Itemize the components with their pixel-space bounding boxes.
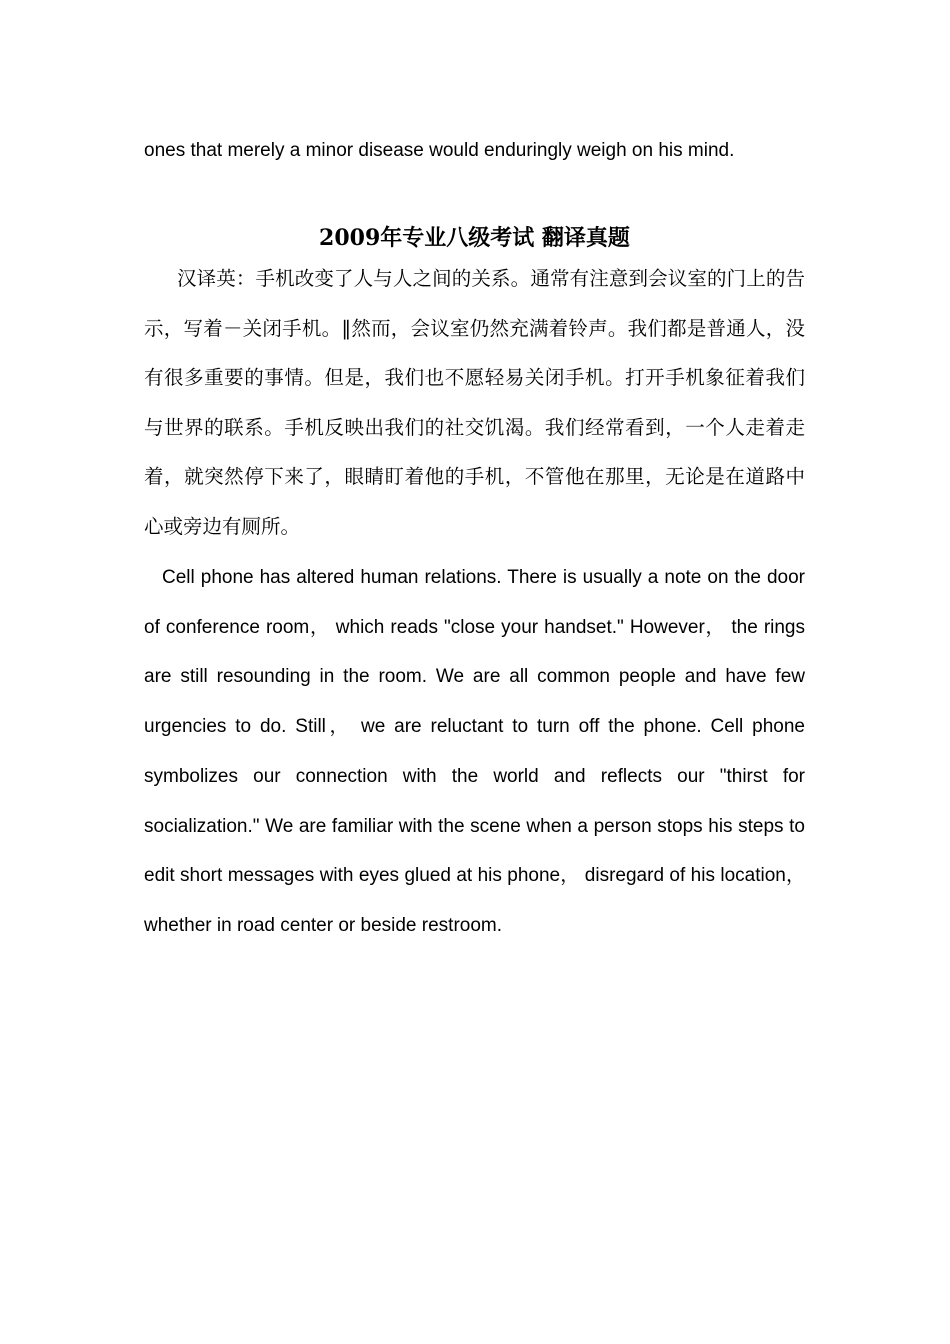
continuation-text: ones that merely a minor disease would enduringly weigh on his mind. (144, 140, 735, 161)
section-title: 2009年专业八级考试 翻译真题 (319, 225, 630, 252)
english-translation-paragraph: Cell phone has altered human relations. There is usually a note on the door of conference room， which reads "close your handset." However， the rings are still resounding in the room. We are all common people and have few urgencies to do. Still， we are reluctant to turn off the phone. Cell phone symbolizes our connection with the world and reflects our "thirst for socialization." We are familiar with the scene when a person stops his steps to edit short messages with eyes glued at his phone， disregard of his location， whether in road center or beside restroom. (144, 567, 805, 936)
chinese-source-paragraph: 汉译英：手机改变了人与人之间的关系。通常有注意到会议室的门上的告示，写着－关闭手机。‖然而，会议室仍然充满着铃声。我们都是普通人，没有很多重要的事情。但是，我们也不愿轻易关闭手机。打开手机象征着我们与世界的联系。手机反映出我们的社交饥渴。我们经常看到，一个人走着走着，就突然停下来了，眼睛盯着他的手机，不管他在那里，无论是在道路中心或旁边有厕所。 (144, 267, 805, 538)
